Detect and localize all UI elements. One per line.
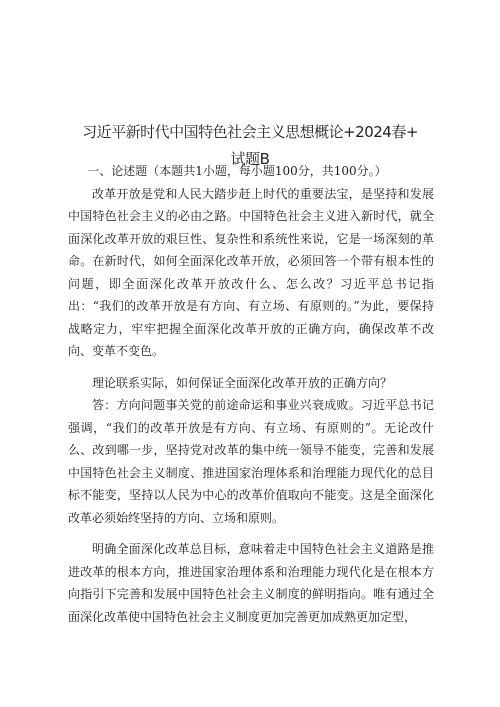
- section-heading: 一、论述题（本题共1小题，每小题100分，共100分。）: [87, 164, 387, 178]
- question-paragraph: 理论联系实际，如何保证全面深化改革开放的正确方向？: [92, 375, 393, 390]
- answer-paragraph: 答：方向问题事关党的前途命运和事业兴衰成败。习近平总书记强调，“我们的改革开放是有方向、有立场、有原则的”。无论改什么、改到哪一步，坚持党对改革的集中统一领导不能变，完善和发展中国特色社会主义制度、推进国家治理体系和治理能力现代化的总目标不能变，坚持以人民为中心的改革价值取向不能变。这是全面深化改革必须始终坚持的方向、立场和原则。: [68, 398, 434, 525]
- body-paragraph-4: 明确全面深化改革总目标，意味着走中国特色社会主义道路是推进改革的根本方向，推进国家治理体系和治理能力现代化是在根本方向指引下完善和发展中国特色社会主义制度的鲜明指向。唯有通过全面深化改革使中国特色社会主义制度更加完善更加成熟更加定型，: [68, 542, 434, 624]
- body-paragraph-1: 改革开放是党和人民大踏步赶上时代的重要法宝，是坚持和发展中国特色社会主义的必由之路。中国特色社会主义进入新时代，就全面深化改革开放的艰巨性、复杂性和系统性来说，它是一场深刻的革命。在新时代，如何全面深化改革开放，必须回答一个带有根本性的问题，即全面深化改革开放改什么、怎么改？习近平总书记指出：“我们的改革开放是有方向、有立场、有原则的。”为此，要保持战略定力，牢牢把握全面深化改革开放的正确方向，确保改革不改向、变革不变色。: [68, 186, 434, 358]
- document-body: [68, 160, 434, 628]
- document-title-line-1: 习近平新时代中国特色社会主义思想概论+2024春+: [82, 123, 418, 141]
- document-title-line-2: 试题B: [230, 150, 270, 168]
